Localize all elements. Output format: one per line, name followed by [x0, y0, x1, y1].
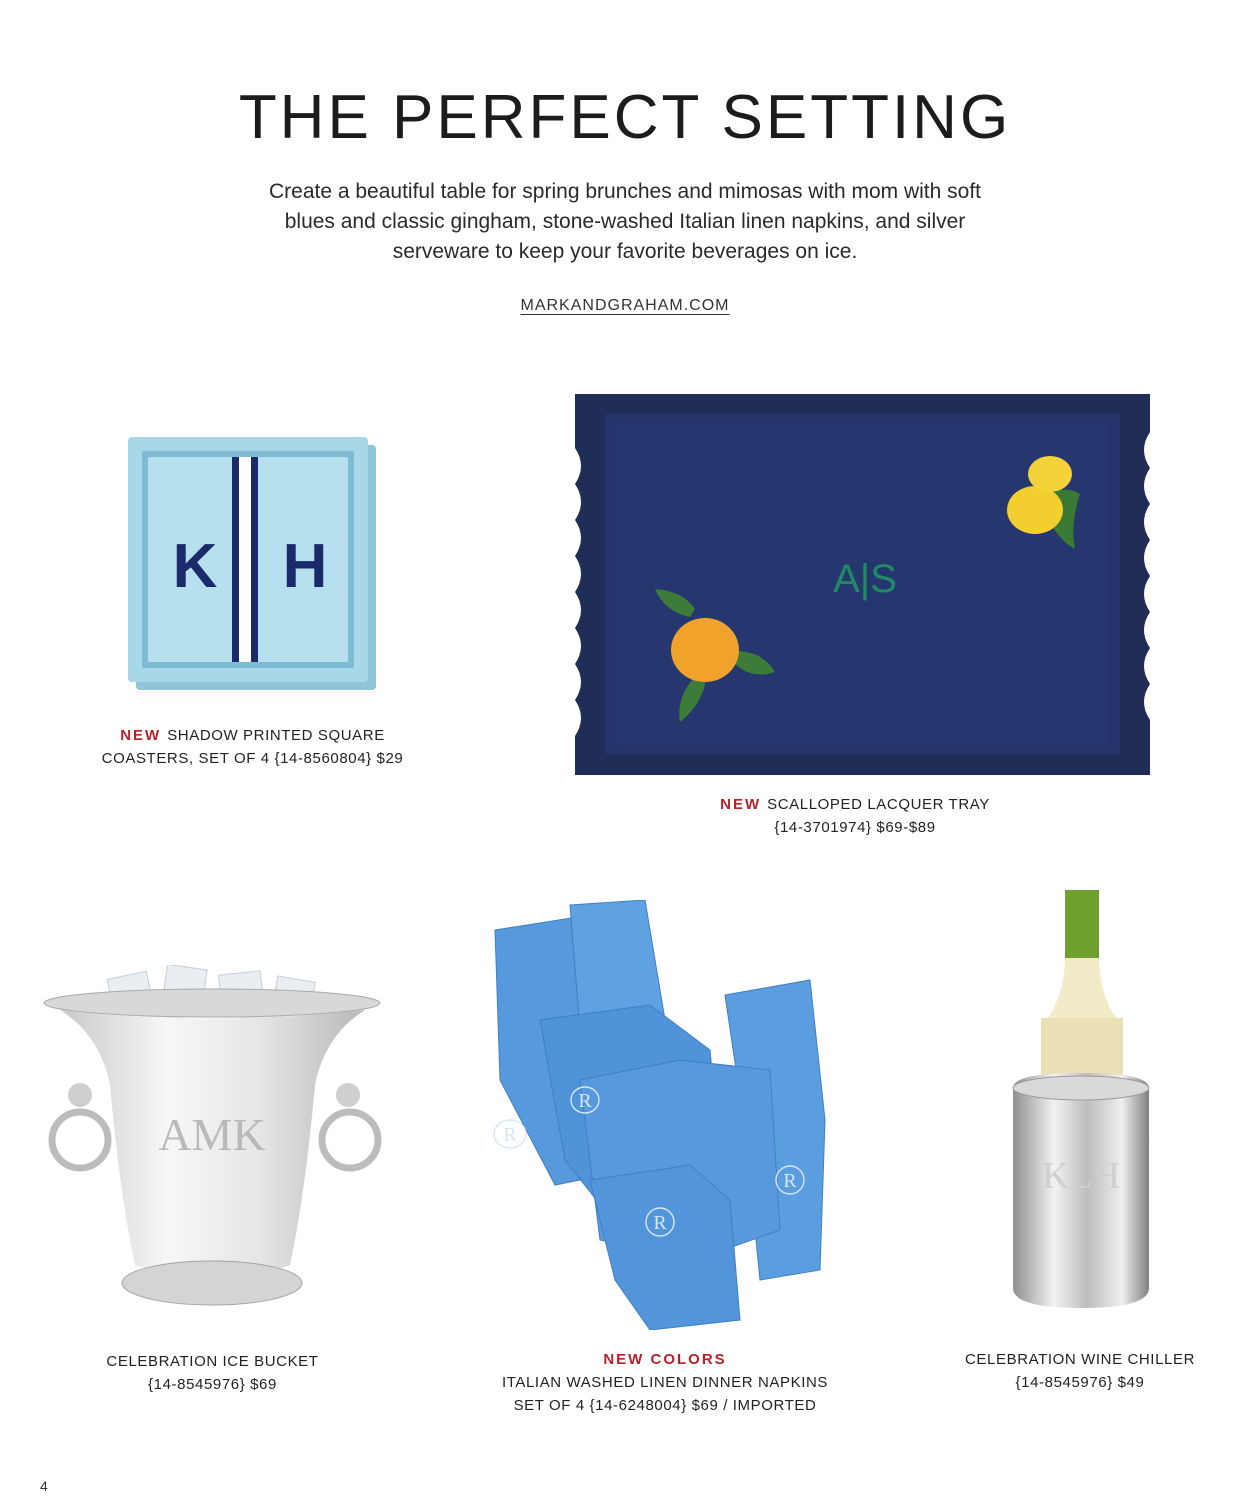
ice-bucket-image — [40, 965, 385, 1325]
coasters-caption-line1: SHADOW PRINTED SQUARE — [167, 727, 385, 744]
intro-line: blues and classic gingham, stone-washed Italian linen napkins, and silver — [284, 210, 966, 233]
page-title: THE PERFECT SETTING — [238, 83, 1012, 152]
napkins-caption-line2: SET OF 4 {14-6248004} $69 / IMPORTED — [513, 1397, 817, 1414]
chiller-monogram: KLH — [1041, 1155, 1121, 1197]
coaster-monogram-right: H — [282, 532, 328, 601]
wine-chiller-caption-line2: {14-8545976} $49 — [1015, 1374, 1145, 1391]
tray-monogram: A|S — [833, 557, 897, 601]
new-badge: NEW — [120, 727, 162, 744]
napkins-caption — [440, 1348, 890, 1417]
napkin-monogram: R — [503, 1124, 517, 1146]
intro-paragraph — [200, 177, 1050, 267]
linen-napkins-image — [480, 900, 880, 1330]
coasters-caption-line2: COASTERS, SET OF 4 {14-8560804} $29 — [101, 750, 404, 767]
wine-chiller-image — [1003, 888, 1158, 1328]
napkins-caption-line1: ITALIAN WASHED LINEN DINNER NAPKINS — [501, 1374, 829, 1391]
coasters-caption — [60, 724, 445, 770]
coaster-monogram-left: K — [172, 532, 218, 601]
wine-chiller-caption-line1: CELEBRATION WINE CHILLER — [965, 1351, 1195, 1368]
tray-caption-line2: {14-3701974} $69-$89 — [774, 819, 936, 836]
website-link-container — [0, 297, 1250, 315]
new-colors-badge: NEW COLORS — [603, 1351, 727, 1368]
ice-bucket-caption-line1: CELEBRATION ICE BUCKET — [106, 1353, 319, 1370]
napkin-monogram: R — [653, 1212, 667, 1234]
tray-caption — [660, 793, 1050, 839]
bucket-monogram: AMK — [158, 1109, 266, 1160]
page-number: 4 — [40, 1478, 48, 1494]
lacquer-tray-image — [565, 392, 1160, 777]
website-link[interactable]: MARKANDGRAHAM.COM — [520, 297, 730, 314]
napkin-monogram: R — [783, 1170, 797, 1192]
coaster-set-image — [128, 437, 378, 692]
tray-caption-line1: SCALLOPED LACQUER TRAY — [767, 796, 990, 813]
wine-chiller-caption — [930, 1348, 1230, 1394]
intro-line: Create a beautiful table for spring brunches and mimosas with mom with soft — [268, 180, 981, 203]
napkin-monogram: R — [578, 1090, 592, 1112]
intro-line: serveware to keep your favorite beverages on ice. — [392, 240, 858, 263]
ice-bucket-caption-line2: {14-8545976} $69 — [148, 1376, 277, 1393]
ice-bucket-caption — [30, 1350, 395, 1396]
new-badge: NEW — [720, 796, 762, 813]
